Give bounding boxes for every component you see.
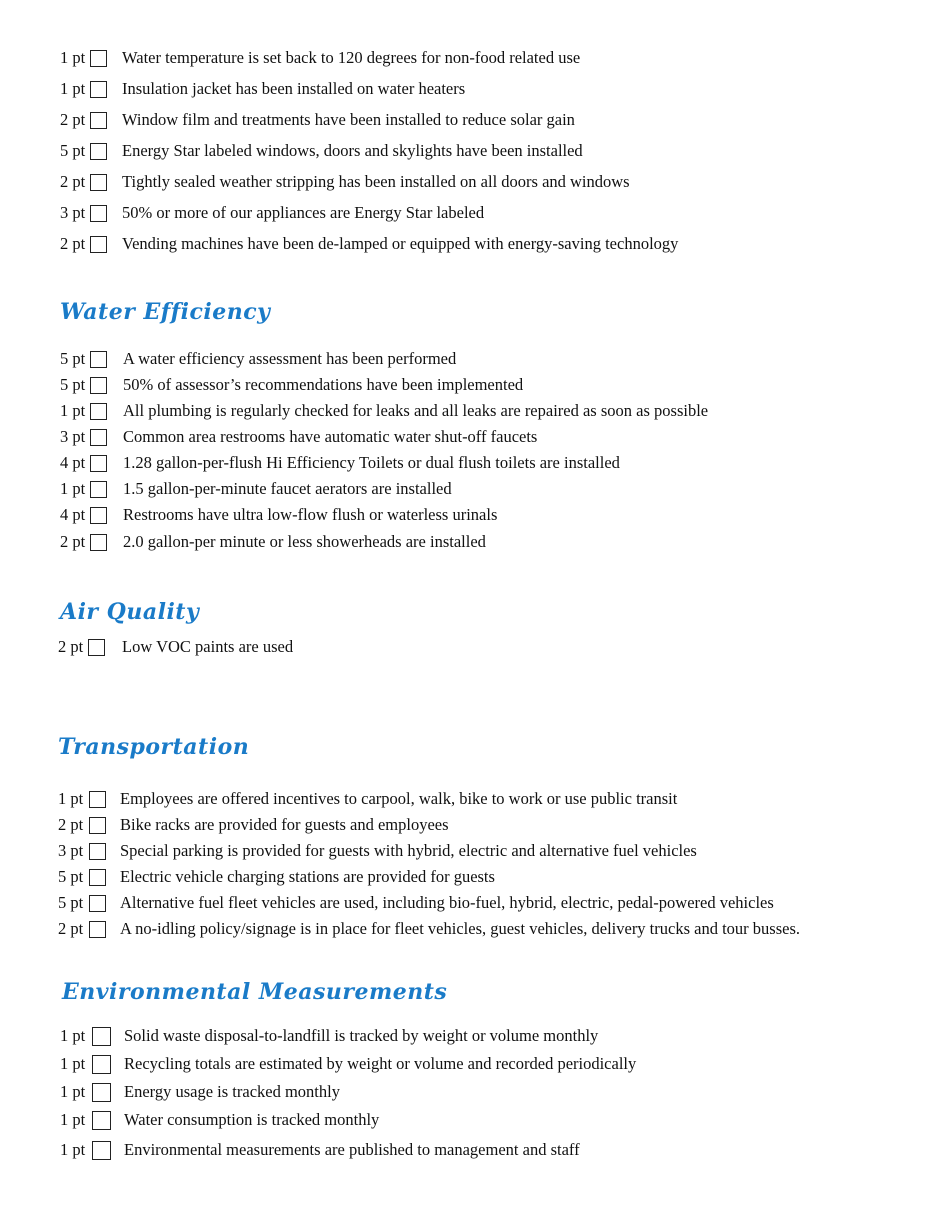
checkbox[interactable]: [90, 143, 107, 160]
checklist-item: [60, 400, 708, 422]
section-heading-air-quality: Air Quality: [60, 599, 200, 625]
checklist-item: [60, 78, 465, 100]
checklist-item: [60, 452, 620, 474]
checkbox[interactable]: [89, 921, 106, 938]
checklist-item: [60, 374, 523, 396]
points-label: 3 pt: [60, 203, 86, 222]
item-text: Employees are offered incentives to carpool, walk, bike to work or use public transit: [120, 789, 678, 808]
item-text: A no-idling policy/signage is in place for fleet vehicles, guest vehicles, delivery trucks and tour busses.: [120, 919, 800, 938]
checklist-item: [60, 426, 537, 448]
points-label: 5 pt: [58, 867, 84, 886]
points-label: 5 pt: [60, 141, 86, 160]
points-label: 2 pt: [58, 637, 84, 656]
checkbox[interactable]: [90, 534, 107, 551]
item-text: Bike racks are provided for guests and employees: [120, 815, 449, 834]
checkbox[interactable]: [90, 429, 107, 446]
points-label: 2 pt: [58, 919, 84, 938]
checklist-item: [60, 1053, 636, 1075]
checklist-item: [58, 866, 495, 888]
checklist-item: [58, 918, 800, 940]
item-text: Environmental measurements are published to management and staff: [124, 1140, 580, 1159]
points-label: 1 pt: [60, 479, 86, 498]
checkbox[interactable]: [90, 351, 107, 368]
checkbox[interactable]: [90, 507, 107, 524]
points-label: 1 pt: [60, 1082, 86, 1101]
points-label: 5 pt: [60, 375, 86, 394]
checkbox[interactable]: [89, 791, 106, 808]
checklist-item: [60, 47, 580, 69]
checkbox[interactable]: [89, 869, 106, 886]
checklist-item: [60, 1081, 340, 1103]
item-text: Tightly sealed weather stripping has been installed on all doors and windows: [122, 172, 630, 191]
item-text: Insulation jacket has been installed on water heaters: [122, 79, 466, 98]
checklist-item: [58, 636, 293, 658]
item-text: Solid waste disposal-to-landfill is tracked by weight or volume monthly: [124, 1026, 599, 1045]
checkbox[interactable]: [92, 1083, 111, 1102]
points-label: 4 pt: [60, 505, 86, 524]
checklist-item: [60, 1025, 598, 1047]
checkbox[interactable]: [90, 403, 107, 420]
checklist-item: [58, 840, 697, 862]
section-heading-environmental-measurements: Environmental Measurements: [62, 979, 448, 1005]
item-text: A water efficiency assessment has been performed: [123, 349, 457, 368]
checklist-item: [60, 1109, 379, 1131]
checkbox[interactable]: [92, 1141, 111, 1160]
item-text: 50% of assessor’s recommendations have been implemented: [123, 375, 524, 394]
points-label: 2 pt: [60, 234, 86, 253]
checkbox[interactable]: [90, 50, 107, 67]
checkbox[interactable]: [89, 817, 106, 834]
checkbox[interactable]: [90, 236, 107, 253]
item-text: All plumbing is regularly checked for leaks and all leaks are repaired as soon as possible: [123, 401, 709, 420]
item-text: 1.5 gallon-per-minute faucet aerators are installed: [123, 479, 452, 498]
item-text: Alternative fuel fleet vehicles are used, including bio-fuel, hybrid, electric, pedal-powered vehicles: [120, 893, 774, 912]
section-heading-water-efficiency: Water Efficiency: [60, 299, 271, 325]
item-text: Common area restrooms have automatic water shut-off faucets: [123, 427, 538, 446]
points-label: 5 pt: [60, 349, 86, 368]
checkbox[interactable]: [88, 639, 105, 656]
item-text: Energy Star labeled windows, doors and skylights have been installed: [122, 141, 583, 160]
points-label: 1 pt: [60, 1110, 86, 1129]
item-text: 2.0 gallon-per minute or less showerheads are installed: [123, 532, 486, 551]
checklist-item: [58, 814, 449, 836]
checklist-item: [60, 171, 630, 193]
points-label: 3 pt: [58, 841, 84, 860]
points-label: 1 pt: [60, 79, 86, 98]
points-label: 1 pt: [60, 1026, 86, 1045]
checklist-item: [60, 348, 456, 370]
checklist-item: [58, 788, 677, 810]
item-text: Window film and treatments have been installed to reduce solar gain: [122, 110, 575, 129]
checklist-item: [60, 504, 497, 526]
item-text: Electric vehicle charging stations are provided for guests: [120, 867, 495, 886]
points-label: 2 pt: [58, 815, 84, 834]
checklist-item: [58, 892, 774, 914]
checkbox[interactable]: [90, 174, 107, 191]
item-text: Recycling totals are estimated by weight or volume and recorded periodically: [124, 1054, 637, 1073]
points-label: 2 pt: [60, 172, 86, 191]
points-label: 2 pt: [60, 110, 86, 129]
checkbox[interactable]: [92, 1055, 111, 1074]
checkbox[interactable]: [90, 377, 107, 394]
item-text: Special parking is provided for guests with hybrid, electric and alternative fuel vehicles: [120, 841, 697, 860]
points-label: 4 pt: [60, 453, 86, 472]
points-label: 5 pt: [58, 893, 84, 912]
item-text: Energy usage is tracked monthly: [124, 1082, 340, 1101]
section-heading-transportation: Transportation: [58, 734, 250, 760]
checkbox[interactable]: [89, 895, 106, 912]
checklist-item: [60, 233, 678, 255]
checklist-item: [60, 1139, 580, 1161]
checkbox[interactable]: [92, 1027, 111, 1046]
checklist-item: [60, 109, 575, 131]
points-label: 2 pt: [60, 532, 86, 551]
checklist-item: [60, 202, 484, 224]
item-text: 1.28 gallon-per-flush Hi Efficiency Toilets or dual flush toilets are installed: [123, 453, 620, 472]
checkbox[interactable]: [90, 112, 107, 129]
item-text: Water temperature is set back to 120 degrees for non-food related use: [122, 48, 581, 67]
points-label: 1 pt: [58, 789, 84, 808]
points-label: 3 pt: [60, 427, 86, 446]
item-text: Water consumption is tracked monthly: [124, 1110, 380, 1129]
checkbox[interactable]: [89, 843, 106, 860]
item-text: Restrooms have ultra low-flow flush or waterless urinals: [123, 505, 498, 524]
checklist-item: [60, 478, 452, 500]
checkbox[interactable]: [90, 481, 107, 498]
checkbox[interactable]: [90, 205, 107, 222]
checkbox[interactable]: [90, 81, 107, 98]
item-text: 50% or more of our appliances are Energy Star labeled: [122, 203, 485, 222]
checkbox[interactable]: [90, 455, 107, 472]
item-text: Vending machines have been de-lamped or equipped with energy-saving technology: [122, 234, 679, 253]
points-label: 1 pt: [60, 1140, 86, 1159]
points-label: 1 pt: [60, 401, 86, 420]
item-text: Low VOC paints are used: [122, 637, 294, 656]
points-label: 1 pt: [60, 1054, 86, 1073]
checklist-item: [60, 531, 486, 553]
points-label: 1 pt: [60, 48, 86, 67]
checkbox[interactable]: [92, 1111, 111, 1130]
checklist-item: [60, 140, 583, 162]
